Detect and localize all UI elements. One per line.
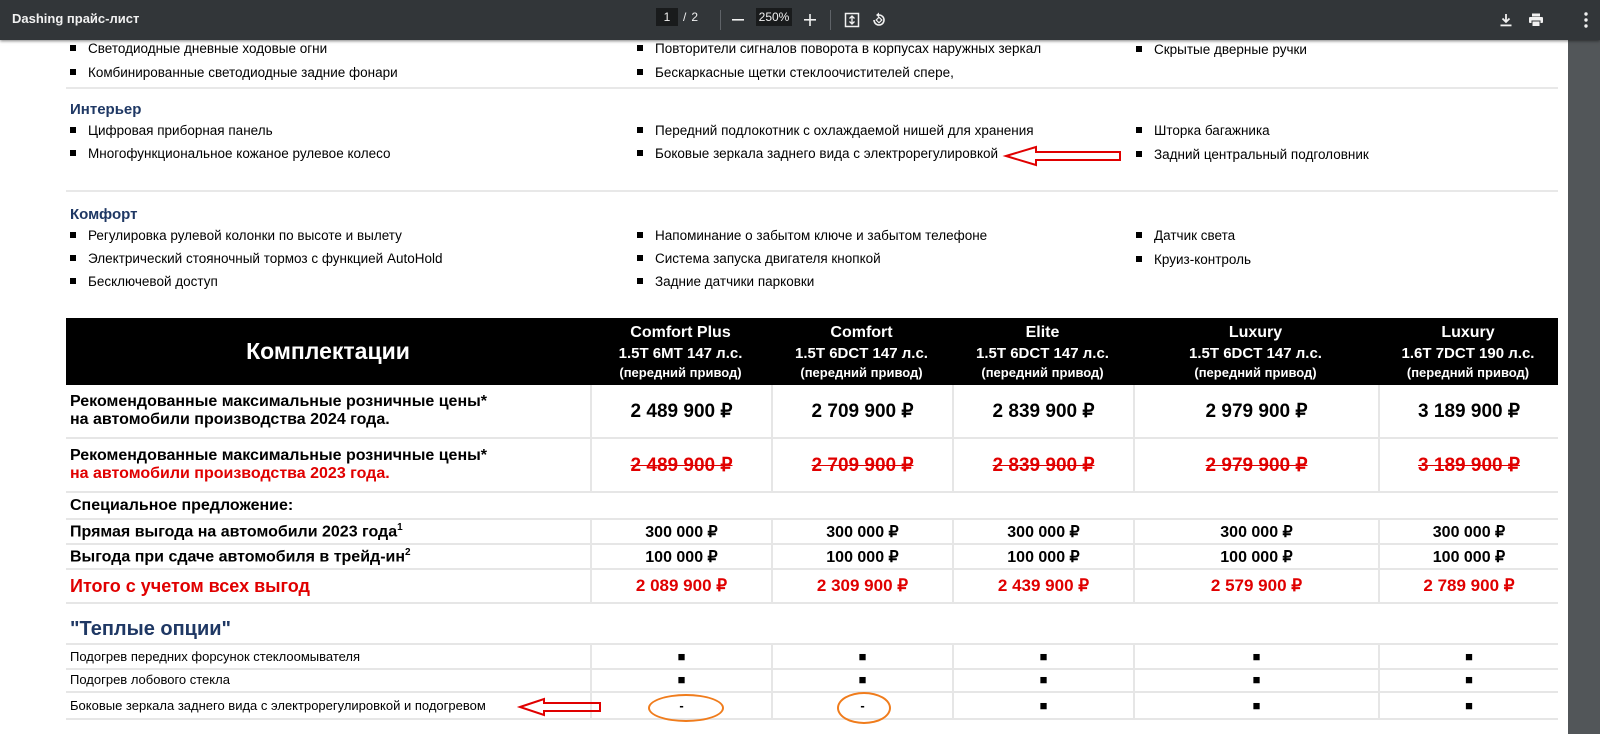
feature-item: Комбинированные светодиодные задние фонари xyxy=(70,65,398,80)
option-cell: ■ xyxy=(1378,668,1558,691)
bullet-icon xyxy=(637,150,643,156)
bullet-icon xyxy=(70,232,76,238)
feature-item: Светодиодные дневные ходовые огни xyxy=(70,41,327,56)
value-cell: 100 000 ₽ xyxy=(1133,545,1378,568)
bullet-icon xyxy=(637,232,643,238)
value-cell: 300 000 ₽ xyxy=(952,520,1133,543)
price-cell: 2 709 900 ₽ xyxy=(771,439,952,491)
bullet-icon xyxy=(1136,127,1142,133)
total-cell: 2 789 900 ₽ xyxy=(1378,570,1558,602)
table-row-total xyxy=(66,570,1558,604)
page-total: 2 xyxy=(691,10,699,24)
option-cell: ■ xyxy=(1133,668,1378,691)
row-label: Прямая выгода на автомобили 2023 года$^1$ xyxy=(70,521,403,541)
red-arrow-annotation xyxy=(518,697,602,717)
option-cell: ■ xyxy=(952,693,1133,718)
page-control xyxy=(656,8,698,26)
section-divider xyxy=(66,87,1558,89)
trim-column-header: Comfort Plus 1.5T 6MT 147 л.с. (передний привод) xyxy=(618,324,743,380)
trim-column-header: Luxury 1.6T 7DCT 190 л.с. (передний привод) xyxy=(1401,324,1535,380)
total-cell: 2 309 900 ₽ xyxy=(771,570,952,602)
bullet-icon xyxy=(637,45,643,51)
fit-page-button[interactable] xyxy=(840,8,864,32)
rotate-icon xyxy=(871,12,887,28)
option-cell: ■ xyxy=(771,668,952,691)
toolbar-divider xyxy=(830,10,831,30)
feature-item: Передний подлокотник с охлаждаемой нишей для хранения xyxy=(637,123,1034,138)
bullet-icon xyxy=(637,127,643,133)
bullet-icon xyxy=(1136,256,1142,262)
option-cell: - xyxy=(771,693,952,718)
price-cell: 2 979 900 ₽ xyxy=(1133,385,1378,437)
trim-table-header xyxy=(66,318,1558,385)
feature-item: Система запуска двигателя кнопкой xyxy=(637,251,881,266)
feature-item: Шторка багажника xyxy=(1136,123,1270,138)
price-cell: 3 189 900 ₽ xyxy=(1378,439,1558,491)
option-cell: ■ xyxy=(952,668,1133,691)
price-cell: 2 489 900 ₽ xyxy=(590,385,771,437)
option-cell: ■ xyxy=(952,645,1133,668)
value-cell: 300 000 ₽ xyxy=(1133,520,1378,543)
feature-item: Круиз-контроль xyxy=(1136,252,1251,267)
minus-icon xyxy=(731,13,745,27)
bullet-icon xyxy=(1136,232,1142,238)
plus-icon xyxy=(803,13,817,27)
option-cell: - xyxy=(590,693,771,718)
row-label: Рекомендованные максимальные розничные цены* на автомобили производства 2023 года. xyxy=(70,447,488,482)
table-row-option xyxy=(66,643,1558,670)
option-cell: ■ xyxy=(771,645,952,668)
rotate-button[interactable] xyxy=(867,8,891,32)
print-icon xyxy=(1528,13,1544,27)
feature-item: Боковые зеркала заднего вида с электрорегулировкой xyxy=(637,146,998,161)
table-row-tradein xyxy=(66,545,1558,570)
bullet-icon xyxy=(637,255,643,261)
option-cell: ■ xyxy=(590,668,771,691)
special-offer-label: Специальное предложение: xyxy=(70,496,294,514)
table-row-special xyxy=(66,493,1558,520)
comfort-title: Комфорт xyxy=(70,206,138,223)
page-number-input[interactable]: 1 xyxy=(656,8,678,26)
table-row-price-2023 xyxy=(66,439,1558,493)
feature-item: Напоминание о забытом ключе и забытом телефоне xyxy=(637,228,987,243)
red-arrow-annotation xyxy=(1004,146,1122,166)
bullet-icon xyxy=(637,69,643,75)
bullet-icon xyxy=(70,127,76,133)
bullet-icon xyxy=(1136,46,1142,52)
bullet-icon xyxy=(70,255,76,261)
feature-item: Регулировка рулевой колонки по высоте и вылету xyxy=(70,228,402,243)
value-cell: 300 000 ₽ xyxy=(771,520,952,543)
download-button[interactable] xyxy=(1494,8,1518,32)
bullet-icon xyxy=(70,278,76,284)
value-cell: 300 000 ₽ xyxy=(590,520,771,543)
option-label: Подогрев лобового стекла xyxy=(70,672,230,687)
orange-circle-annotation xyxy=(648,694,724,722)
bullet-icon xyxy=(70,69,76,75)
option-cell: ■ xyxy=(1378,693,1558,718)
pdf-toolbar xyxy=(0,0,1600,40)
interior-title: Интерьер xyxy=(70,101,142,118)
download-icon xyxy=(1499,13,1513,27)
value-cell: 100 000 ₽ xyxy=(1378,545,1558,568)
price-cell: 2 489 900 ₽ xyxy=(590,439,771,491)
fit-page-icon xyxy=(844,12,860,28)
option-label: Подогрев передних форсунок стеклоомывателя xyxy=(70,649,361,664)
trim-column-header: Luxury 1.5T 6DCT 147 л.с. (передний привод) xyxy=(1189,324,1322,380)
table-row-direct-benefit xyxy=(66,520,1558,545)
option-cell: ■ xyxy=(1133,693,1378,718)
trim-column-header: Elite 1.5T 6DCT 147 л.с. (передний привод) xyxy=(976,324,1109,380)
toolbar-divider xyxy=(720,10,721,30)
feature-item: Задний центральный подголовник xyxy=(1136,147,1369,162)
zoom-in-button[interactable] xyxy=(798,8,822,32)
feature-item: Электрический стояночный тормоз с функцией AutoHold xyxy=(70,251,443,266)
scrollbar[interactable] xyxy=(1568,40,1600,734)
page-separator: / xyxy=(683,10,687,24)
print-button[interactable] xyxy=(1524,8,1548,32)
feature-item: Задние датчики парковки xyxy=(637,274,814,289)
zoom-out-button[interactable] xyxy=(726,8,750,32)
total-cell: 2 089 900 ₽ xyxy=(590,570,771,602)
section-divider xyxy=(66,190,1558,192)
value-cell: 300 000 ₽ xyxy=(1378,520,1558,543)
option-label: Боковые зеркала заднего вида с электрорегулировкой и подогревом xyxy=(70,698,486,713)
more-actions-button[interactable] xyxy=(1576,8,1596,32)
value-cell: 100 000 ₽ xyxy=(590,545,771,568)
trim-column-header: Comfort 1.5T 6DCT 147 л.с. (передний привод) xyxy=(795,324,928,380)
feature-item: Бесключевой доступ xyxy=(70,274,218,289)
row-label: Рекомендованные максимальные розничные цены* на автомобили производства 2024 года. xyxy=(70,393,488,428)
feature-item: Датчик света xyxy=(1136,228,1235,243)
price-cell: 2 839 900 ₽ xyxy=(952,385,1133,437)
table-row-price-2024 xyxy=(66,385,1558,439)
total-cell: 2 579 900 ₽ xyxy=(1133,570,1378,602)
warm-options-title: "Теплые опции" xyxy=(70,618,232,640)
feature-item: Многофункциональное кожаное рулевое колесо xyxy=(70,146,391,161)
feature-item: Скрытые дверные ручки xyxy=(1136,42,1307,57)
bullet-icon xyxy=(1136,151,1142,157)
price-cell: 2 709 900 ₽ xyxy=(771,385,952,437)
value-cell: 100 000 ₽ xyxy=(771,545,952,568)
bullet-icon xyxy=(70,45,76,51)
orange-circle-annotation xyxy=(837,692,891,724)
feature-item: Повторители сигналов поворота в корпусах наружных зеркал xyxy=(637,41,1041,56)
feature-item: Бескаркасные щетки стеклоочистителей спере, xyxy=(637,65,954,80)
option-cell: ■ xyxy=(590,645,771,668)
feature-item: Цифровая приборная панель xyxy=(70,123,273,138)
row-label: Итого с учетом всех выгод xyxy=(70,575,310,596)
bullet-icon xyxy=(70,150,76,156)
option-cell: ■ xyxy=(1133,645,1378,668)
value-cell: 100 000 ₽ xyxy=(952,545,1133,568)
bullet-icon xyxy=(637,278,643,284)
table-row-option xyxy=(66,693,1558,720)
table-row-option xyxy=(66,668,1558,693)
row-label: Выгода при сдаче автомобиля в трейд-$ин^2$ xyxy=(70,546,411,566)
price-cell: 2 979 900 ₽ xyxy=(1133,439,1378,491)
trim-header-title: Комплектации xyxy=(246,338,410,364)
document-title: Dashing прайс-лист xyxy=(12,11,140,26)
total-cell: 2 439 900 ₽ xyxy=(952,570,1133,602)
price-cell: 2 839 900 ₽ xyxy=(952,439,1133,491)
zoom-input[interactable]: 250% xyxy=(756,8,792,26)
option-cell: ■ xyxy=(1378,645,1558,668)
price-cell: 3 189 900 ₽ xyxy=(1378,385,1558,437)
more-icon xyxy=(1584,12,1588,28)
